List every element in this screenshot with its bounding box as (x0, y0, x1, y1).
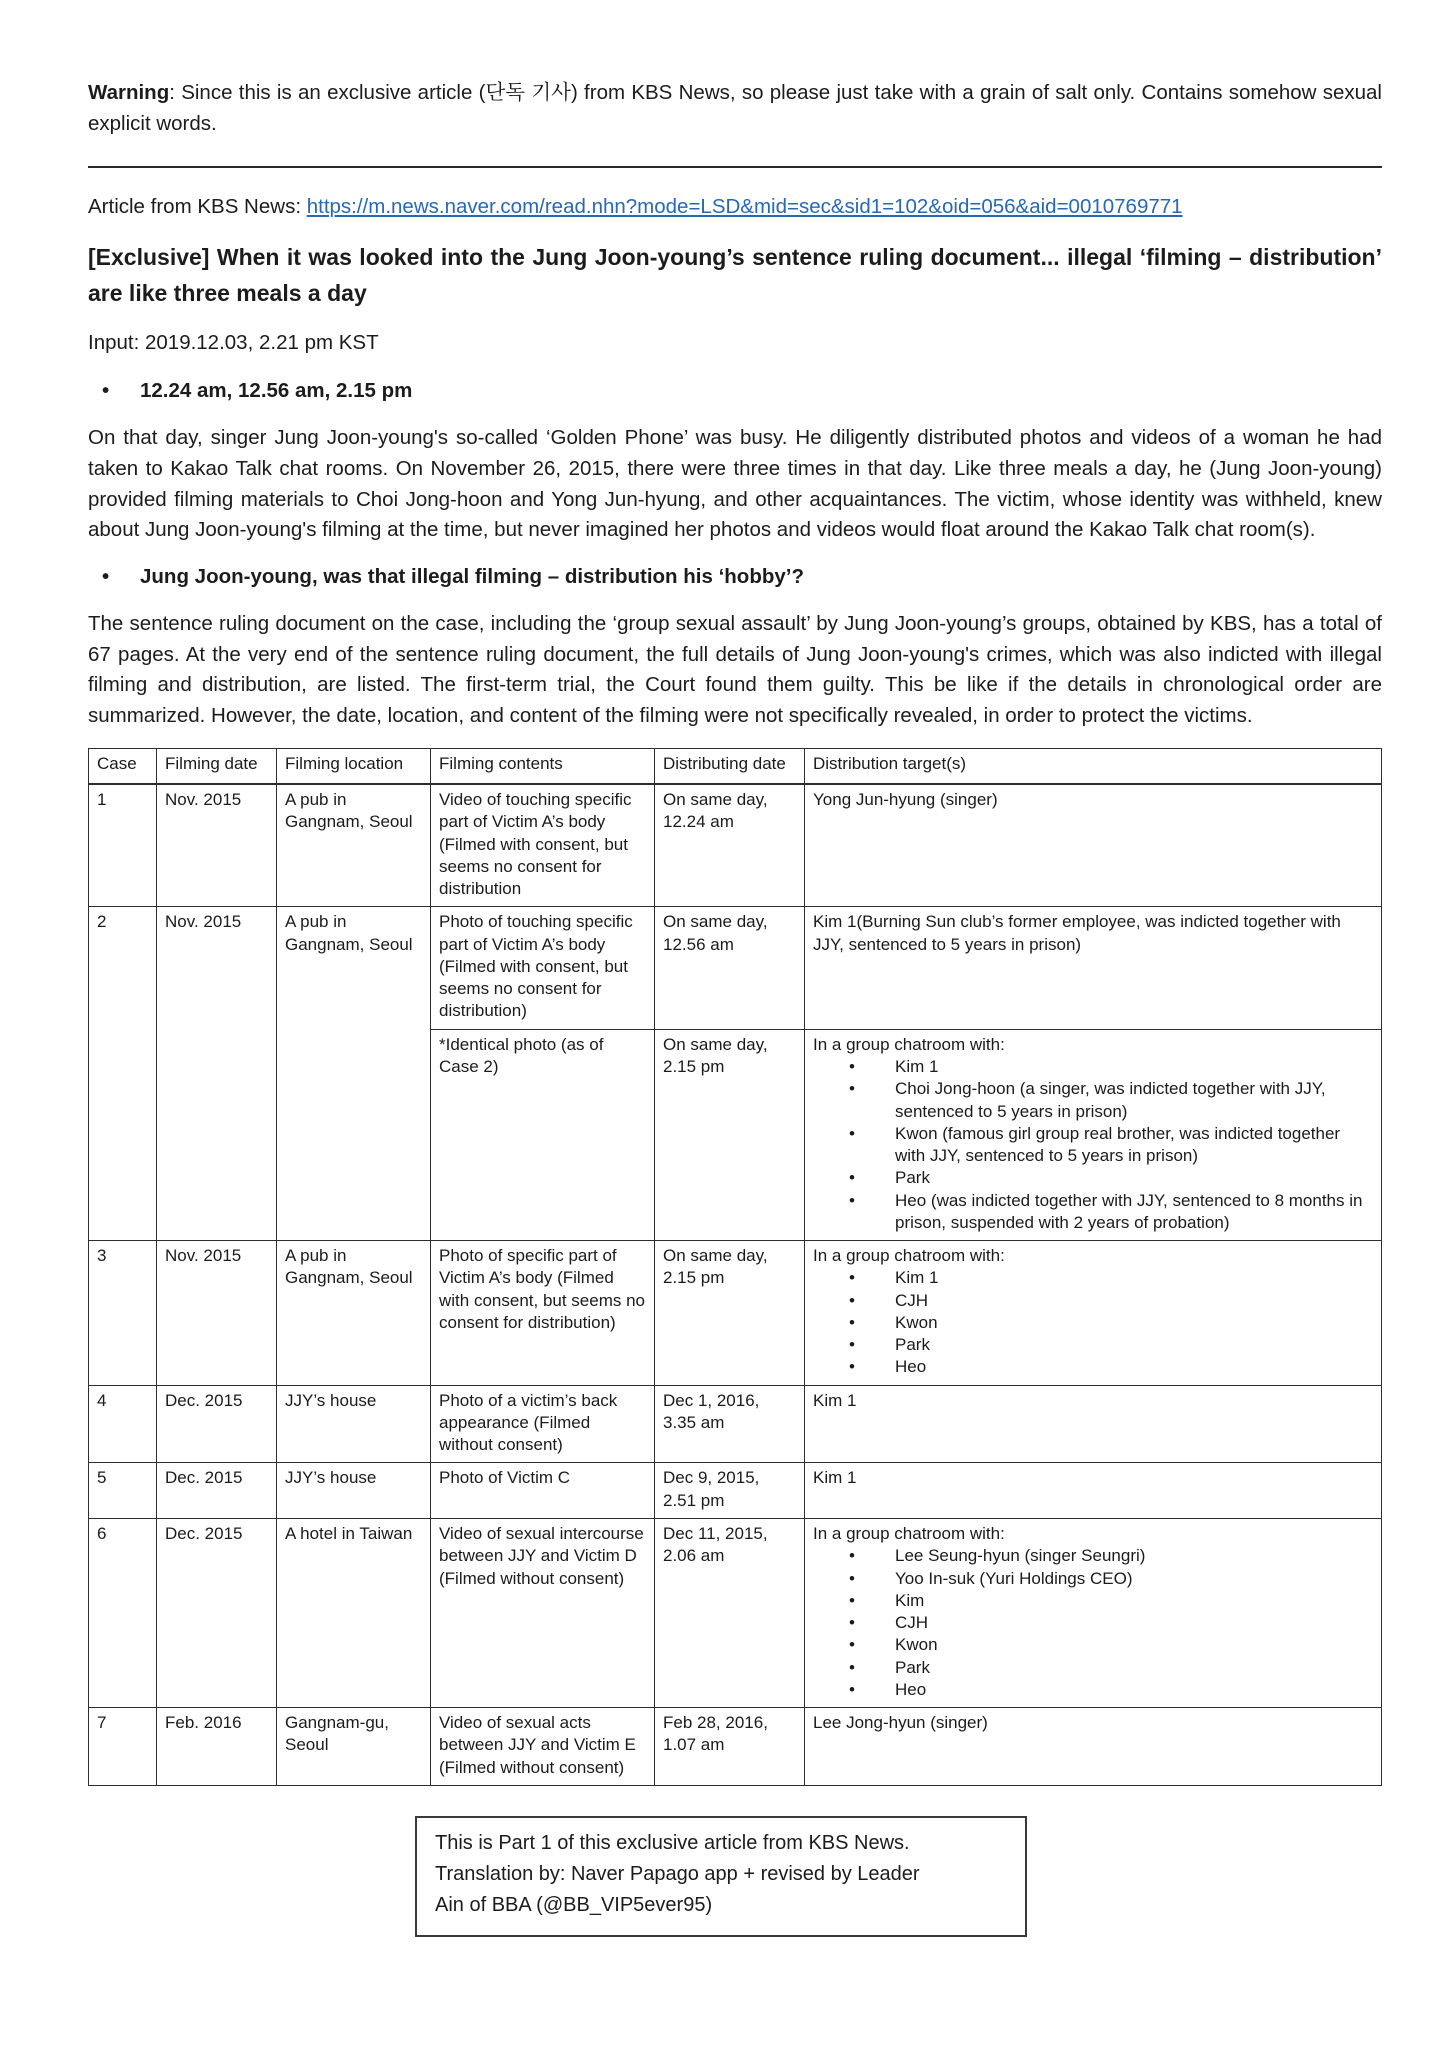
table-row (89, 1708, 1382, 1786)
paragraph-1: On that day, singer Jung Joon-young's so-called ‘Golden Phone’ was busy. He diligently distributed photos and videos of a woman he had taken to Kakao Talk chat rooms. On November 26, 2015, there were three times in that day. Like three meals a day, he (Jung Joon-young) provided filming materials to Choi Jong-hoon and Yong Jun-hyung, and other acquaintances. The victim, whose identity was withheld, knew about Jung Joon-young's filming at the time, but never imagined her photos and videos would float around the Kakao Talk chat room(s). (88, 426, 1382, 542)
chatroom-member-label: Heo (was indicted together with JJY, sentenced to 8 months in prison, suspended with 2 years of probation) (895, 1190, 1363, 1232)
footer-note-box (415, 1816, 1027, 1937)
table-header-cell: Filming date (157, 748, 277, 784)
distribution-target-cell (805, 1029, 1382, 1240)
filming-location-cell: A hotel in Taiwan (277, 1519, 431, 1708)
distribution-target-cell (805, 1519, 1382, 1708)
bullet-icon: • (849, 1056, 855, 1076)
bullet-icon: • (849, 1312, 855, 1332)
bullet-icon: • (849, 1635, 855, 1655)
table-row (89, 784, 1382, 907)
case-cell: 4 (89, 1385, 157, 1463)
page-title: [Exclusive] When it was looked into the Jung Joon-young’s sentence ruling document... illegal ‘filming – distribution’ are like three meals a day (88, 244, 1382, 306)
chatroom-member-label: Kwon (famous girl group real brother, was indicted together with JJY, sentenced to 5 years in prison) (895, 1123, 1341, 1166)
distribution-target-cell (805, 1241, 1382, 1386)
horizontal-rule (88, 166, 1382, 168)
filming-date-cell: Dec. 2015 (157, 1519, 277, 1708)
filming-date-cell: Nov. 2015 (157, 907, 277, 1241)
case-cell: 1 (89, 784, 157, 907)
filming-contents-cell: Photo of touching specific part of Victim A’s body (Filmed with consent, but seems no consent for distribution) (431, 907, 655, 1029)
filming-contents-cell: Photo of Victim C (431, 1463, 655, 1519)
bullet-icon: • (102, 565, 110, 589)
bullet-icon: • (849, 1290, 855, 1310)
filming-date-cell: Nov. 2015 (157, 784, 277, 907)
chatroom-member-label: Park (895, 1335, 930, 1355)
bullet-icon: • (849, 1335, 855, 1355)
source-link[interactable]: https://m.news.naver.com/read.nhn?mode=LSD&mid=sec&sid1=102&oid=056&aid=0010769771 (306, 194, 1183, 218)
bullet-icon: • (849, 1613, 855, 1633)
table-header-cell: Distribution target(s) (805, 748, 1382, 784)
distributing-date-cell: Dec 1, 2016, 3.35 am (655, 1385, 805, 1463)
filming-contents-cell: Photo of a victim’s back appearance (Filmed without consent) (431, 1385, 655, 1463)
bullet-icon: • (849, 1568, 855, 1588)
table-header-cell: Case (89, 748, 157, 784)
case-cell: 6 (89, 1519, 157, 1708)
chatroom-member-item (813, 1334, 1373, 1356)
filming-contents-cell: Photo of specific part of Victim A’s body (Filmed with consent, but seems no consent for distribution) (431, 1241, 655, 1386)
bullet-heading-hobby (88, 562, 1382, 593)
chatroom-member-label: Choi Jong-hoon (a singer, was indicted together with JJY, sentenced to 5 years in prison) (895, 1079, 1326, 1121)
distributing-date-cell: Feb 28, 2016, 1.07 am (655, 1708, 805, 1786)
chatroom-member-item (813, 1078, 1373, 1123)
distribution-target-cell: Kim 1 (805, 1385, 1382, 1463)
warning-text: Warning: Since this is an exclusive article (단독 기사) from KBS News, so please just take with a grain of salt only. Contains somehow sexual explicit words. (88, 81, 1382, 135)
chatroom-member-item (813, 1267, 1373, 1289)
chatroom-member-item (813, 1568, 1373, 1590)
chatroom-member-item (813, 1657, 1373, 1679)
distributing-date-cell: On same day, 2.15 pm (655, 1241, 805, 1386)
chatroom-member-item (813, 1356, 1373, 1378)
chatroom-member-label: Heo (895, 1357, 927, 1377)
table-row (89, 1385, 1382, 1463)
chatroom-intro: In a group chatroom with: (813, 1034, 1005, 1054)
chatroom-member-item (813, 1056, 1373, 1078)
bullet-heading-hobby-label: Jung Joon-young, was that illegal filming – distribution his ‘hobby’? (140, 565, 804, 589)
table-header-cell: Distributing date (655, 748, 805, 784)
bullet-icon: • (849, 1168, 855, 1188)
distributing-date-cell: On same day, 2.15 pm (655, 1029, 805, 1240)
bullet-icon: • (849, 1590, 855, 1610)
bullet-heading-times-label: 12.24 am, 12.56 am, 2.15 pm (140, 379, 413, 403)
chatroom-member-label: Kim 1 (895, 1268, 939, 1288)
chatroom-member-label: Kim (895, 1590, 925, 1610)
bullet-icon: • (849, 1123, 855, 1143)
case-cell: 7 (89, 1708, 157, 1786)
table-header-cell: Filming location (277, 748, 431, 784)
chatroom-member-item (813, 1634, 1373, 1656)
filming-date-cell: Dec. 2015 (157, 1385, 277, 1463)
table-header-cell: Filming contents (431, 748, 655, 784)
filming-date-cell: Nov. 2015 (157, 1241, 277, 1386)
chatroom-member-item (813, 1312, 1373, 1334)
distribution-target-cell: Yong Jun-hyung (singer) (805, 784, 1382, 907)
footer-note-line: This is Part 1 of this exclusive article from KBS News. (435, 1831, 910, 1854)
bullet-icon: • (849, 1657, 855, 1677)
chatroom-member-label: Park (895, 1657, 930, 1677)
chatroom-member-label: Kwon (895, 1312, 938, 1332)
warning-label: Warning (88, 81, 170, 104)
footer-note-line: Ain of BBA (@BB_VIP5ever95) (435, 1893, 713, 1916)
chatroom-member-item (813, 1290, 1373, 1312)
distribution-target-cell: Kim 1 (805, 1463, 1382, 1519)
input-date: Input: 2019.12.03, 2.21 pm KST (88, 330, 379, 354)
distributing-date-cell: Dec 11, 2015, 2.06 am (655, 1519, 805, 1708)
chatroom-member-item (813, 1612, 1373, 1634)
filming-location-cell: A pub in Gangnam, Seoul (277, 1241, 431, 1386)
chatroom-member-item (813, 1167, 1373, 1189)
chatroom-intro: In a group chatroom with: (813, 1246, 1005, 1266)
bullet-icon: • (849, 1190, 855, 1210)
chatroom-member-label: Yoo In-suk (Yuri Holdings CEO) (895, 1568, 1133, 1588)
case-table (88, 748, 1382, 1786)
chatroom-member-label: Lee Seung-hyun (singer Seungri) (895, 1546, 1146, 1566)
filming-contents-cell: *Identical photo (as of Case 2) (431, 1029, 655, 1240)
paragraph-2: The sentence ruling document on the case, including the ‘group sexual assault’ by Jung Joon-young’s groups, obtained by KBS, has a total of 67 pages. At the very end of the sentence ruling document, the full details of Jung Joon-young's crimes, which was also indicted with illegal filming and distribution, are listed. The first-term trial, the Court found them guilty. This be like if the details in chronological order are summarized. However, the date, location, and content of the filming were not specifically revealed, in order to protect the victims. (88, 611, 1382, 728)
chatroom-member-item (813, 1190, 1373, 1235)
bullet-icon: • (849, 1079, 855, 1099)
distributing-date-cell: Dec 9, 2015, 2.51 pm (655, 1463, 805, 1519)
table-row (89, 907, 1382, 1029)
table-row (89, 1241, 1382, 1386)
bullet-heading-times (88, 376, 1382, 407)
table-header-row (89, 748, 1382, 784)
bullet-icon: • (849, 1268, 855, 1288)
bullet-icon: • (849, 1357, 855, 1377)
filming-location-cell: A pub in Gangnam, Seoul (277, 907, 431, 1241)
bullet-icon: • (849, 1546, 855, 1566)
footer-note-line: Translation by: Naver Papago app + revised by Leader (435, 1862, 920, 1885)
chatroom-member-label: CJH (895, 1613, 929, 1633)
bullet-icon: • (849, 1679, 855, 1699)
filming-location-cell: JJY’s house (277, 1463, 431, 1519)
chatroom-member-label: Kim 1 (895, 1056, 939, 1076)
case-cell: 5 (89, 1463, 157, 1519)
distributing-date-cell: On same day, 12.24 am (655, 784, 805, 907)
chatroom-member-label: Park (895, 1168, 930, 1188)
case-cell: 3 (89, 1241, 157, 1386)
table-row (89, 1519, 1382, 1708)
filming-date-cell: Feb. 2016 (157, 1708, 277, 1786)
distribution-target-cell: Kim 1(Burning Sun club’s former employee, was indicted together with JJY, sentenced to 5 years in prison) (805, 907, 1382, 1029)
chatroom-member-item (813, 1123, 1373, 1168)
chatroom-member-item (813, 1545, 1373, 1567)
case-table-body (89, 784, 1382, 1785)
filming-contents-cell: Video of sexual intercourse between JJY and Victim D (Filmed without consent) (431, 1519, 655, 1708)
filming-date-cell: Dec. 2015 (157, 1463, 277, 1519)
distribution-target-cell: Lee Jong-hyun (singer) (805, 1708, 1382, 1786)
chatroom-intro: In a group chatroom with: (813, 1524, 1005, 1544)
filming-location-cell: JJY’s house (277, 1385, 431, 1463)
table-row (89, 1463, 1382, 1519)
filming-location-cell: Gangnam-gu, Seoul (277, 1708, 431, 1786)
source-label: Article from KBS News: (88, 194, 307, 218)
filming-location-cell: A pub in Gangnam, Seoul (277, 784, 431, 907)
chatroom-member-label: CJH (895, 1290, 929, 1310)
case-cell: 2 (89, 907, 157, 1241)
chatroom-member-item (813, 1590, 1373, 1612)
chatroom-member-label: Kwon (895, 1635, 938, 1655)
filming-contents-cell: Video of touching specific part of Victim A’s body (Filmed with consent, but seems no consent for distribution (431, 784, 655, 907)
chatroom-member-label: Heo (895, 1679, 927, 1699)
source-line (88, 192, 1382, 223)
distributing-date-cell: On same day, 12.56 am (655, 907, 805, 1029)
chatroom-member-item (813, 1679, 1373, 1701)
bullet-icon: • (102, 379, 110, 403)
filming-contents-cell: Video of sexual acts between JJY and Victim E (Filmed without consent) (431, 1708, 655, 1786)
